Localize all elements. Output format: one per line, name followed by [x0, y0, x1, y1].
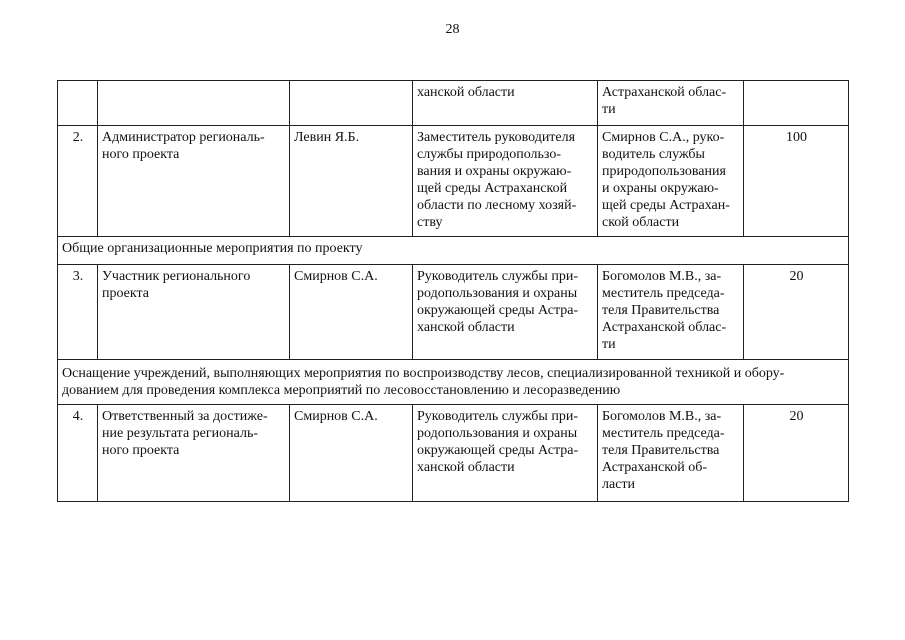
page-number: 28: [445, 22, 460, 37]
cell-share: [744, 81, 849, 126]
section-title: Общие организационные мероприятия по проекту: [58, 237, 849, 265]
cell-position: Руководитель службы при- родопользования и охраны окружающей среды Астра- ханской области: [413, 405, 598, 502]
table-row: [58, 405, 849, 502]
cell-role: Участник регионального проекта: [98, 265, 290, 360]
cell-num: 3.: [58, 265, 98, 360]
cell-share: 20: [744, 265, 849, 360]
cell-share: 100: [744, 126, 849, 237]
table-row-continuation: [58, 81, 849, 126]
cell-supervisor: Смирнов С.А., руко- водитель службы природопользования и охраны окружаю- щей среды Астрахан- ской области: [598, 126, 744, 237]
cell-position: Руководитель службы при- родопользования и охраны окружающей среды Астра- ханской области: [413, 265, 598, 360]
cell-role: [98, 81, 290, 126]
cell-share: 20: [744, 405, 849, 502]
cell-position: Заместитель руководителя службы природопользо- вания и охраны окружаю- щей среды Астраханской области по лесному хозяй- ству: [413, 126, 598, 237]
cell-num: 4.: [58, 405, 98, 502]
section-title: Оснащение учреждений, выполняющих мероприятия по воспроизводству лесов, специализированной техникой и обору- дованием для проведения комплекса мероприятий по лесовосстановлению и лесоразведению: [58, 360, 849, 405]
cell-supervisor: Богомолов М.В., за- меститель председа- теля Правительства Астраханской об- ласти: [598, 405, 744, 502]
project-participants-table: [57, 80, 849, 502]
cell-num: 2.: [58, 126, 98, 237]
cell-position: ханской области: [413, 81, 598, 126]
cell-num: [58, 81, 98, 126]
section-header-row: [58, 237, 849, 265]
table-row: [58, 265, 849, 360]
table-row: [58, 126, 849, 237]
cell-supervisor: Астраханской облас- ти: [598, 81, 744, 126]
cell-role: Ответственный за достиже- ние результата региональ- ного проекта: [98, 405, 290, 502]
cell-name: Смирнов С.А.: [290, 405, 413, 502]
cell-name: [290, 81, 413, 126]
cell-role: Администратор региональ- ного проекта: [98, 126, 290, 237]
cell-name: Смирнов С.А.: [290, 265, 413, 360]
section-header-row: [58, 360, 849, 405]
cell-name: Левин Я.Б.: [290, 126, 413, 237]
cell-supervisor: Богомолов М.В., за- меститель председа- теля Правительства Астраханской облас- ти: [598, 265, 744, 360]
